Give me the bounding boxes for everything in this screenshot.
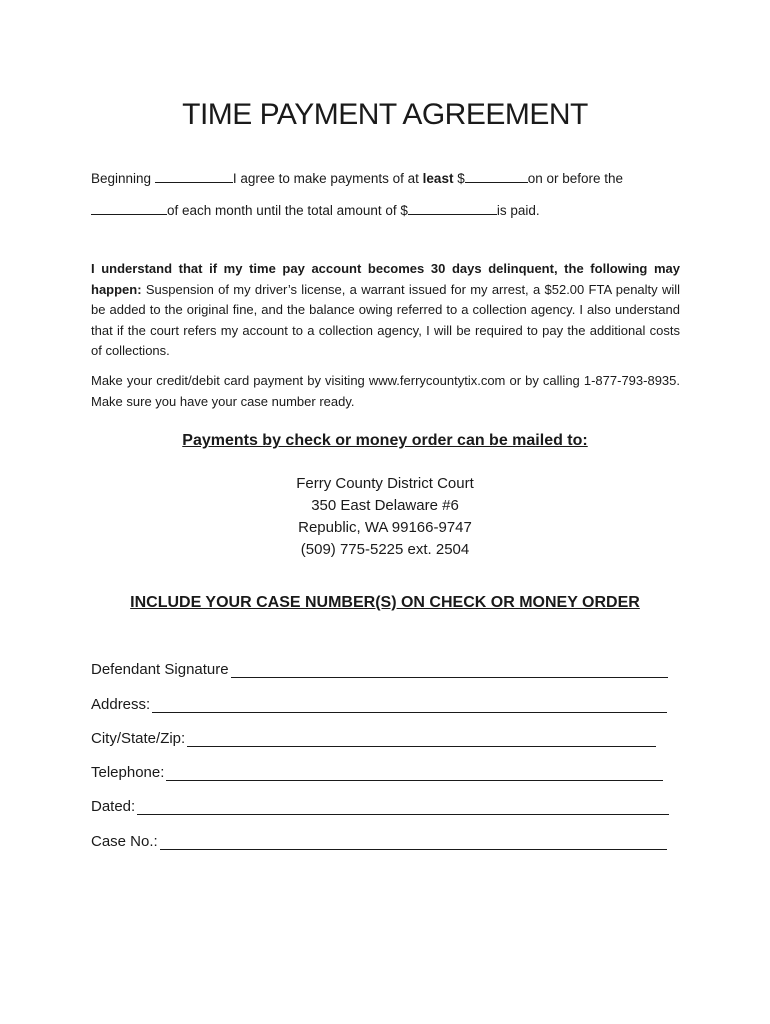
case-number-field: [91, 833, 667, 850]
agree-text: I agree to make payments of at: [232, 171, 423, 186]
total-amount-blank[interactable]: [408, 201, 497, 215]
delinquency-bold-lead: I understand that if my time pay account becomes 30 days delinquent, the following may happen:: [91, 261, 680, 297]
payment-amount-blank[interactable]: [465, 169, 528, 183]
signature-label: Defendant Signature: [91, 661, 229, 678]
telephone-label: Telephone:: [91, 764, 165, 781]
least-text: least: [422, 171, 454, 186]
signature-line[interactable]: [231, 663, 668, 678]
page-title: TIME PAYMENT AGREEMENT: [182, 98, 588, 131]
dollar-sign: $: [453, 171, 465, 186]
of-each-month-text: of each month until the total amount of $: [167, 203, 408, 218]
agreement-line-2: [91, 201, 540, 218]
dated-line[interactable]: [137, 800, 669, 815]
dated-field: [91, 798, 669, 815]
court-city: Republic, WA 99166-9747: [298, 519, 472, 536]
agreement-line-1: [91, 169, 623, 186]
on-or-before-text: on or before the: [527, 171, 624, 186]
is-paid-text: is paid.: [496, 203, 540, 218]
signature-field: [91, 661, 668, 678]
court-phone: (509) 775-5225 ext. 2504: [300, 541, 470, 558]
court-name: Ferry County District Court: [296, 475, 474, 492]
address-label: Address:: [91, 696, 151, 713]
delinquency-text: Suspension of my driver’s license, a warrant issued for my arrest, a $52.00 FTA penalty will be added to the original fine, and the balance owing referred to a collection agency. I also understand that if the court refers my account to a collection agency, I will be required to pay the additional costs of collections.: [91, 281, 680, 358]
address-line[interactable]: [152, 698, 667, 713]
city-state-zip-line[interactable]: [187, 732, 656, 747]
case-number-line[interactable]: [160, 835, 667, 850]
beginning-date-blank[interactable]: [155, 169, 233, 183]
court-street: 350 East Delaware #6: [311, 497, 459, 514]
include-case-number-notice: INCLUDE YOUR CASE NUMBER(S) ON CHECK OR MONEY ORDER: [130, 594, 640, 611]
address-field: [91, 696, 667, 713]
mail-heading: Payments by check or money order can be mailed to:: [182, 432, 588, 449]
delinquency-paragraph: [91, 259, 680, 362]
dated-label: Dated:: [91, 798, 136, 815]
telephone-line[interactable]: [166, 766, 663, 781]
case-number-label: Case No.:: [91, 833, 158, 850]
beginning-label: Beginning: [91, 171, 155, 186]
card-payment-paragraph: Make your credit/debit card payment by visiting www.ferrycountytix.com or by calling 1-877-793-8935. Make sure you have your case number ready.: [91, 373, 680, 409]
court-address: [0, 473, 770, 561]
day-of-month-blank[interactable]: [91, 201, 167, 215]
telephone-field: [91, 764, 663, 781]
city-state-zip-label: City/State/Zip:: [91, 730, 186, 747]
city-state-zip-field: [91, 730, 656, 747]
